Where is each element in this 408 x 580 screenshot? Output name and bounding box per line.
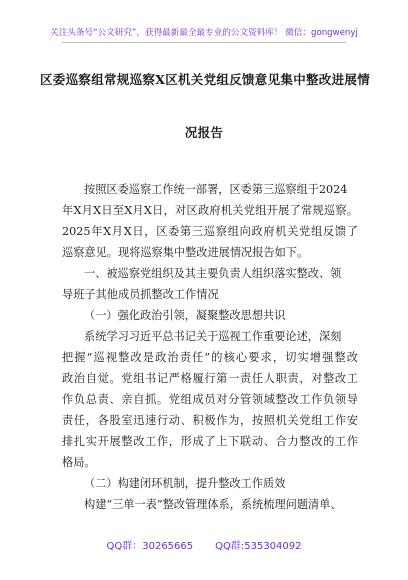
body-line: 巡察意见。现将巡察集中整改进展情况报告如下。 (62, 246, 309, 259)
header-banner: 关注头条号“公文研究”，获得最新最全最专业的公文资料库！ 微信：gongwenyj (50, 28, 358, 38)
body-line: 2025年X月X日，区委第三巡察组向政府机关党组反馈了 (62, 225, 358, 238)
body-line: 政治自觉。党组书记严格履行第一责任人职责，对整改工 (62, 372, 358, 385)
body-line: 排扎实开展整改工作，形成了上下联动、合力整改的工作 (62, 435, 358, 448)
section-heading: 导班子其他成员抓整改工作情况 (62, 288, 219, 301)
body-line: 责任，各股室迅速行动、积极作为，按照机关党组工作安 (62, 414, 358, 427)
document-title-line-1: 区委巡察组常规巡察X区机关党组反馈意见集中整改进展情 (40, 72, 370, 87)
body-line: 年X月X日至X月X日，对区政府机关党组开展了常规巡察。 (62, 204, 358, 217)
footer-qq-group-2: QQ群:535304092 (215, 541, 302, 552)
header-divider (62, 42, 346, 43)
section-heading: 一、被巡察党组织及其主要负责人组织落实整改、领 (84, 267, 342, 280)
footer (0, 537, 408, 552)
body-line: 按照区委巡察工作统一部署，区委第三巡察组于2024 (84, 183, 348, 196)
body-line: 作负总责、亲自抓。党组成员对分管领域整改工作负领导 (62, 393, 358, 406)
body-line: 系统学习习近平总书记关于巡视工作重要论述，深刻 (84, 330, 342, 343)
body-line: 构建“三单一表”整改管理体系，系统梳理问题清单、 (84, 498, 342, 511)
subsection-heading: （一）强化政治引领，凝聚整改思想共识 (84, 309, 286, 322)
footer-qq-group-1: QQ群：30265665 (106, 541, 194, 552)
subsection-heading: （二）构建闭环机制，提升整改工作质效 (84, 477, 286, 490)
document-title-line-2: 况报告 (184, 125, 224, 140)
body-line: 把握“巡视整改是政治责任”的核心要求，切实增强整改 (62, 351, 358, 364)
body-line: 格局。 (62, 456, 96, 469)
